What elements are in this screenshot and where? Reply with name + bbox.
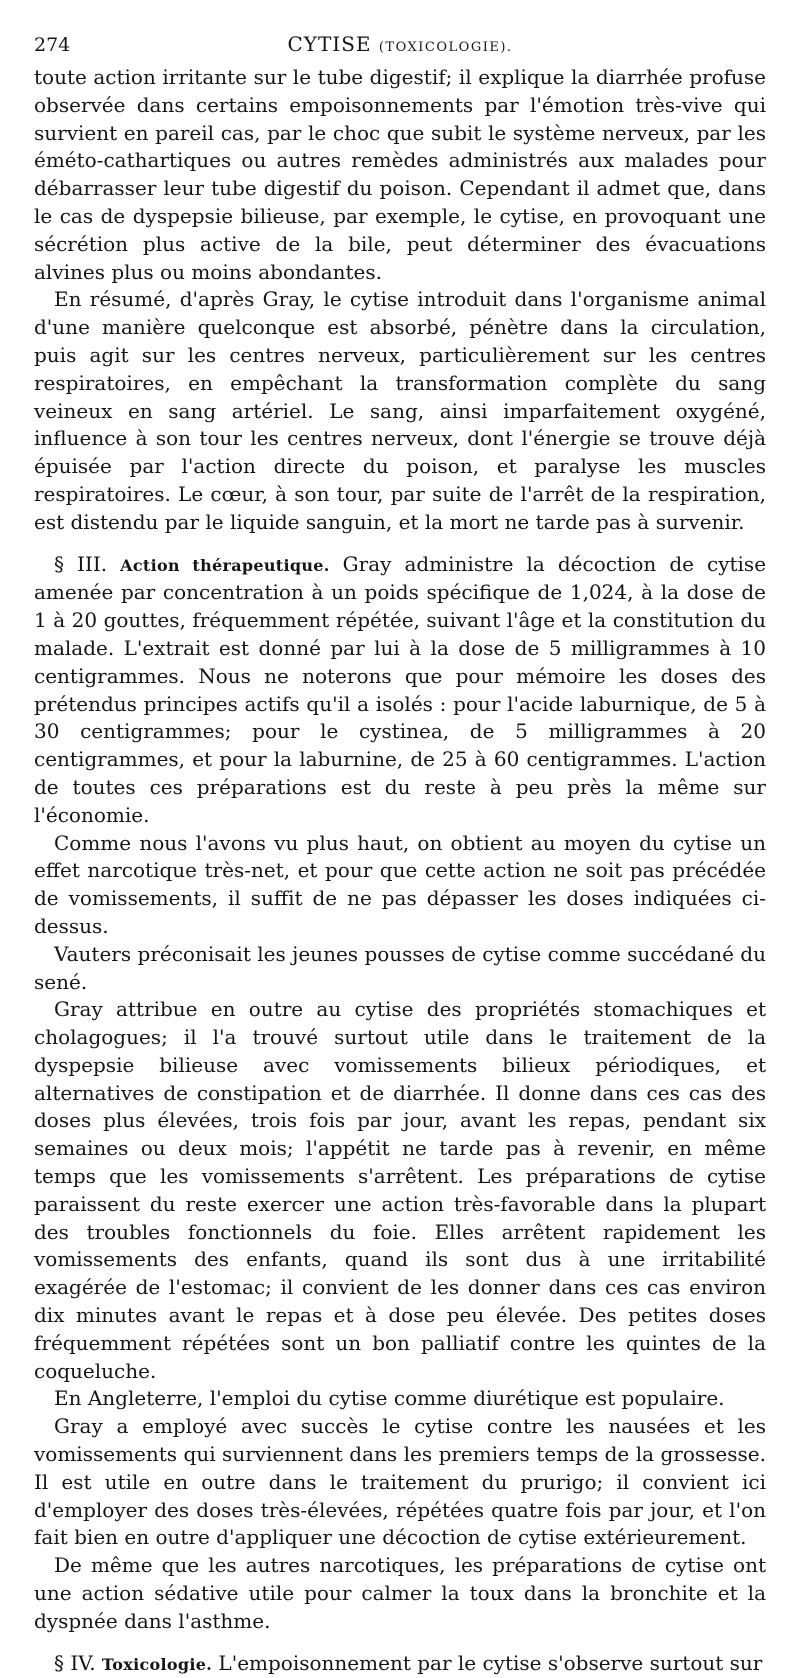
paragraph-summary: En résumé, d'après Gray, le cytise introduit dans l'organisme animal d'une manière quelconque est absorbé, pénètre dans la circulation, puis agit sur les centres nerveux, particulièrement sur les centres respiratoires, en empêchant la transformation complète du sang veineux en sang artériel. Le sang, ainsi imparfaitement oxygéné, influence à son tour les centres nerveux, dont l'énergie se trouve déjà épuisée par l'action directe du poison, et paralyse les muscles respiratoires. Le cœur, à son tour, par suite de l'arrêt de la respiration, est distendu par le liquide sanguin, et la mort ne tarde pas à survenir. <box>34 287 766 534</box>
paragraph-vauters: Vauters préconisait les jeunes pousses de cytise comme succédané du sené. <box>34 941 766 994</box>
paragraph-nausea: Gray a employé avec succès le cytise contre les nausées et les vomissements qui surviennent dans les premiers temps de la grossesse. Il est utile en outre dans le traitement du prurigo; il convient ici d'employer des doses très-élevées, répétées quatre fois par jour, et l'on fait bien en outre d'appliquer une décoction de cytise extérieurement. <box>34 1414 766 1550</box>
section-mark: § III. <box>54 551 108 576</box>
running-title-sub: (TOXICOLOGIE). <box>378 40 513 55</box>
page-number: 274 <box>34 34 71 56</box>
paragraph-continuation: toute action irritante sur le tube digestif; il explique la diarrhée profuse observée dans certains empoisonnements par l'émotion très-vive qui survient en pareil cas, par le choc que subit le système nerveux, par les éméto-cathartiques ou autres remèdes administrés aux malades pour débarrasser leur tube digestif du poison. Cependant il admet que, dans le cas de dyspepsie bilieuse, par exemple, le cytise, en provoquant une sécrétion plus active de la bile, peut déterminer des évacuations alvines plus ou moins abondantes. <box>34 65 766 284</box>
section-text: L'empoisonnement par le cytise s'observe surtout sur <box>218 1650 763 1675</box>
paragraph-sedative: De même que les autres narcotiques, les préparations de cytise ont une action sédative utile pour calmer la toux dans la bronchite et la dyspnée dans l'asthme. <box>34 1553 766 1633</box>
section-mark: § IV. <box>54 1650 96 1675</box>
running-title <box>34 31 766 62</box>
section-text: Gray administre la décoction de cytise amenée par concentration à un poids spécifique de 1,024, à la dose de 1 à 20 gouttes, fréquemment répétée, suivant l'âge et la constitution du malade. L'extrait est donné par lui à la dose de 5 milligrammes à 10 centigrammes. Nous ne noterons que pour mémoire les doses des prétendus principes actifs qu'il a isolés : pour l'acide laburnique, de 5 à 30 centigrammes; pour le cystinea, de 5 milligrammes à 20 centigrammes, et pour la laburnine, de 25 à 60 centigrammes. L'action de toutes ces préparations est du reste à peu près la même sur l'économie. <box>34 551 767 827</box>
paragraph-stomachic: Gray attribue en outre au cytise des propriétés stomachiques et cholagogues; il l'a trouvé surtout utile dans le traitement de la dyspepsie bilieuse avec vomissements bilieux périodiques, et alternatives de constipation et de diarrhée. Il donne dans ces cas des doses plus élevées, trois fois par jour, avant les repas, pendant six semaines ou deux mois; l'appétit ne tarde pas à revenir, en même temps que les vomissements s'arrêtent. Les préparations de cytise paraissent du reste exercer une action très-favorable dans la plupart des troubles fonctionnels du foie. Elles arrêtent rapidement les vomissements des enfants, quand ils sont dus à une irritabilité exagérée de l'estomac; il convient de les donner dans ces cas environ dix minutes avant le repas et à dose peu élevée. Des petites doses fréquemment répétées sont un bon palliatif contre les quintes de la coqueluche. <box>34 997 766 1383</box>
section-toxicology <box>34 1650 766 1678</box>
section-heading: Action thérapeutique. <box>120 555 330 575</box>
paragraph-narcotic: Comme nous l'avons vu plus haut, on obtient au moyen du cytise un effet narcotique très-net, et pour que cette action ne soit pas précédée de vomissements, il suffit de ne pas dépasser les doses indiquées ci-dessus. <box>34 830 766 938</box>
section-therapeutic <box>34 551 766 830</box>
section-heading: Toxicologie. <box>101 1654 213 1674</box>
running-header <box>34 28 766 56</box>
running-title-main: CYTISE <box>287 32 372 56</box>
paragraph-diuretic: En Angleterre, l'emploi du cytise comme diurétique est populaire. <box>54 1386 725 1411</box>
